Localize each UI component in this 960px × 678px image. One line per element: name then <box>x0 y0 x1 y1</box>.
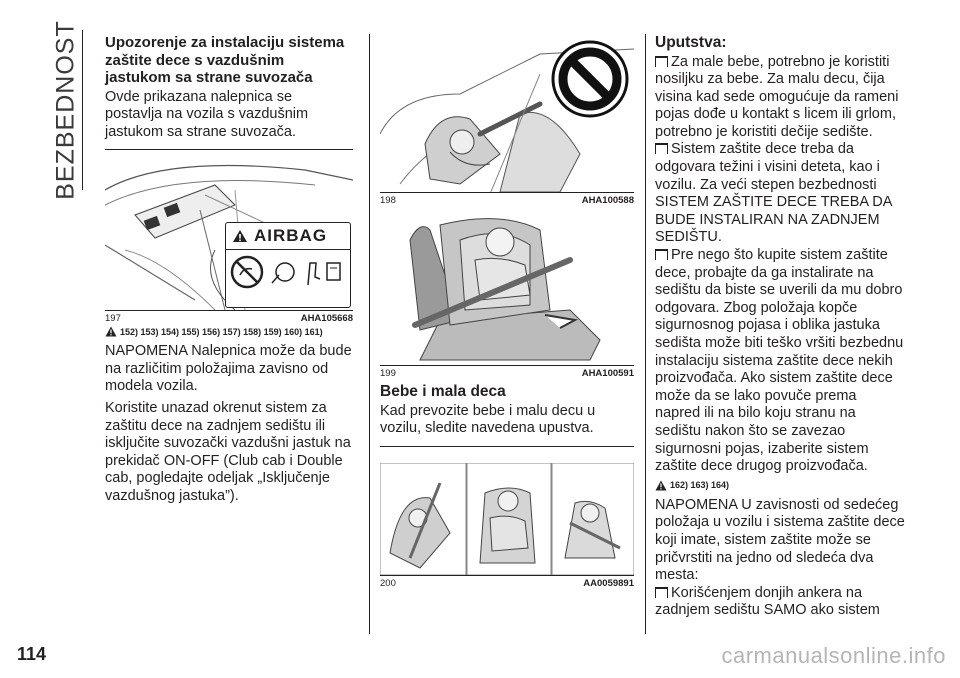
side-divider <box>82 30 83 190</box>
reference-list: 152) 153) 154) 155) 156) 157) 158) 159) 160) 161) <box>120 326 323 337</box>
figure-number: 198 <box>380 195 396 206</box>
divider <box>380 446 634 447</box>
rear-facing-instruction: Koristite unazad okrenut sistem za zaštitu dece na zadnjem sedištu ili isključite suvozački vazdušni jastuk na prekidač ON-OFF (Club cab i Double cab, pogledajte odeljak „Isključenje vazdušnog jastuka”). <box>105 400 351 505</box>
figure-code: AHA100591 <box>581 368 634 379</box>
airbag-intro-text: Ovde prikazana nalepnica se postavlja na vozila s vazdušnim jastukom sa strane suvozača. <box>105 88 309 140</box>
bullet-icon <box>655 56 668 67</box>
airbag-label-text: AIRBAG <box>254 226 328 246</box>
list-item-text: Sistem zaštite dece treba da odgovara težini i visini deteta, kao i vozilu. Za veći stepen bezbednosti SISTEM ZAŠTITE DECE TREBA DA BUDE INSTALIRAN NA ZADNJEM SEDIŠTU. <box>655 141 892 246</box>
list-item <box>655 54 905 142</box>
figure-number: 200 <box>380 577 396 589</box>
figure-200-child-seat-types <box>380 463 634 575</box>
figure-number: 197 <box>105 313 121 325</box>
figure-198-caption <box>380 192 634 206</box>
figure-199-caption <box>380 365 634 379</box>
figure-number: 199 <box>380 368 396 379</box>
list-item <box>655 585 905 620</box>
figure-198-front-seat-prohibited <box>380 34 634 192</box>
column-3 <box>655 34 905 620</box>
forward-facing-seat-illustration <box>380 210 634 365</box>
three-seat-types-illustration <box>380 463 634 575</box>
list-item-text: Za male bebe, potrebno je koristiti nosiljku za bebe. Za malu decu, čija visina kad sede omogućuje da rameni pojas dođe u kontakt s licem ili grlom, potrebno je koristiti dečije sedište. <box>655 53 899 140</box>
warning-references <box>105 326 353 337</box>
figure-code: AHA105668 <box>300 313 353 325</box>
figure-code: AA0059891 <box>583 577 634 589</box>
airbag-deploy-icon <box>267 255 301 289</box>
watermark: carmanualsonline.info <box>721 643 946 668</box>
airbag-warning-label <box>225 222 351 308</box>
babies-intro-text: Kad prevozite bebe i malu decu u vozilu, sledite navedena upustva. <box>380 402 596 437</box>
warning-triangle-icon <box>105 326 117 337</box>
rear-facing-seat-front-illustration <box>380 34 634 192</box>
list-item-text: Pre nego što kupite sistem zaštite dece, probajte da ga instalirate na sedištu da biste se uverili da mu dobro odgovara. Zbog položaja kopče sigurnosnog pojasa i oblika jastuka sedišta može biti teško vršiti bezbednu instalaciju sistema zaštite dece nekih proizvođača. Ako sistem zaštite dece može da se lako povuče prema napred ili na bilo koju stranu na sedištu nakon što se zavezao sigurnosni pojas, izaberite sistem zaštite dece drugog proizvođača. <box>655 247 904 475</box>
column-1 <box>105 34 353 506</box>
bullet-icon <box>655 143 668 154</box>
figure-197-airbag-label <box>105 150 353 310</box>
list-item <box>655 141 905 247</box>
figure-197-caption <box>105 310 353 324</box>
column-2 <box>380 34 634 589</box>
bullet-icon <box>655 587 668 598</box>
column-divider <box>645 34 646 634</box>
section-heading-instructions: Uputstva: <box>655 34 727 51</box>
warning-triangle-icon <box>655 480 667 491</box>
figure-199-child-seat <box>380 210 634 365</box>
section-heading-airbag-warning: Upozorenje za instalaciju sistema zaštite dece s vazdušnim jastukom sa strane suvozača <box>105 34 345 86</box>
warning-triangle-icon <box>232 229 248 243</box>
bullet-icon <box>655 249 668 260</box>
reference-list: 162) 163) 164) <box>670 480 730 491</box>
figure-200-caption <box>380 575 634 589</box>
list-item-text: Korišćenjem donjih ankera na zadnjem sedištu SAMO ako sistem <box>655 584 880 619</box>
warning-references <box>655 480 905 491</box>
seat-icon <box>304 255 322 289</box>
no-child-seat-icon <box>230 255 264 289</box>
page-number: 114 <box>17 644 47 664</box>
book-icon <box>325 255 343 289</box>
section-heading-babies: Bebe i mala deca <box>380 383 506 400</box>
note-mounting-locations: NAPOMENA U zavisnosti od sedećeg položaja u vozilu i sistema zaštite dece koji imate, sistem zaštite može se pričvrstiti na jedno od sledeća dva mesta: <box>655 496 905 584</box>
list-item <box>655 247 905 476</box>
note-label-position: NAPOMENA Nalepnica može da bude na različitim položajima zavisno od modela vozila. <box>105 343 352 395</box>
figure-code: AHA100588 <box>581 195 634 206</box>
side-section-title: BEZBEDNOST <box>51 20 80 200</box>
column-divider <box>369 34 370 634</box>
